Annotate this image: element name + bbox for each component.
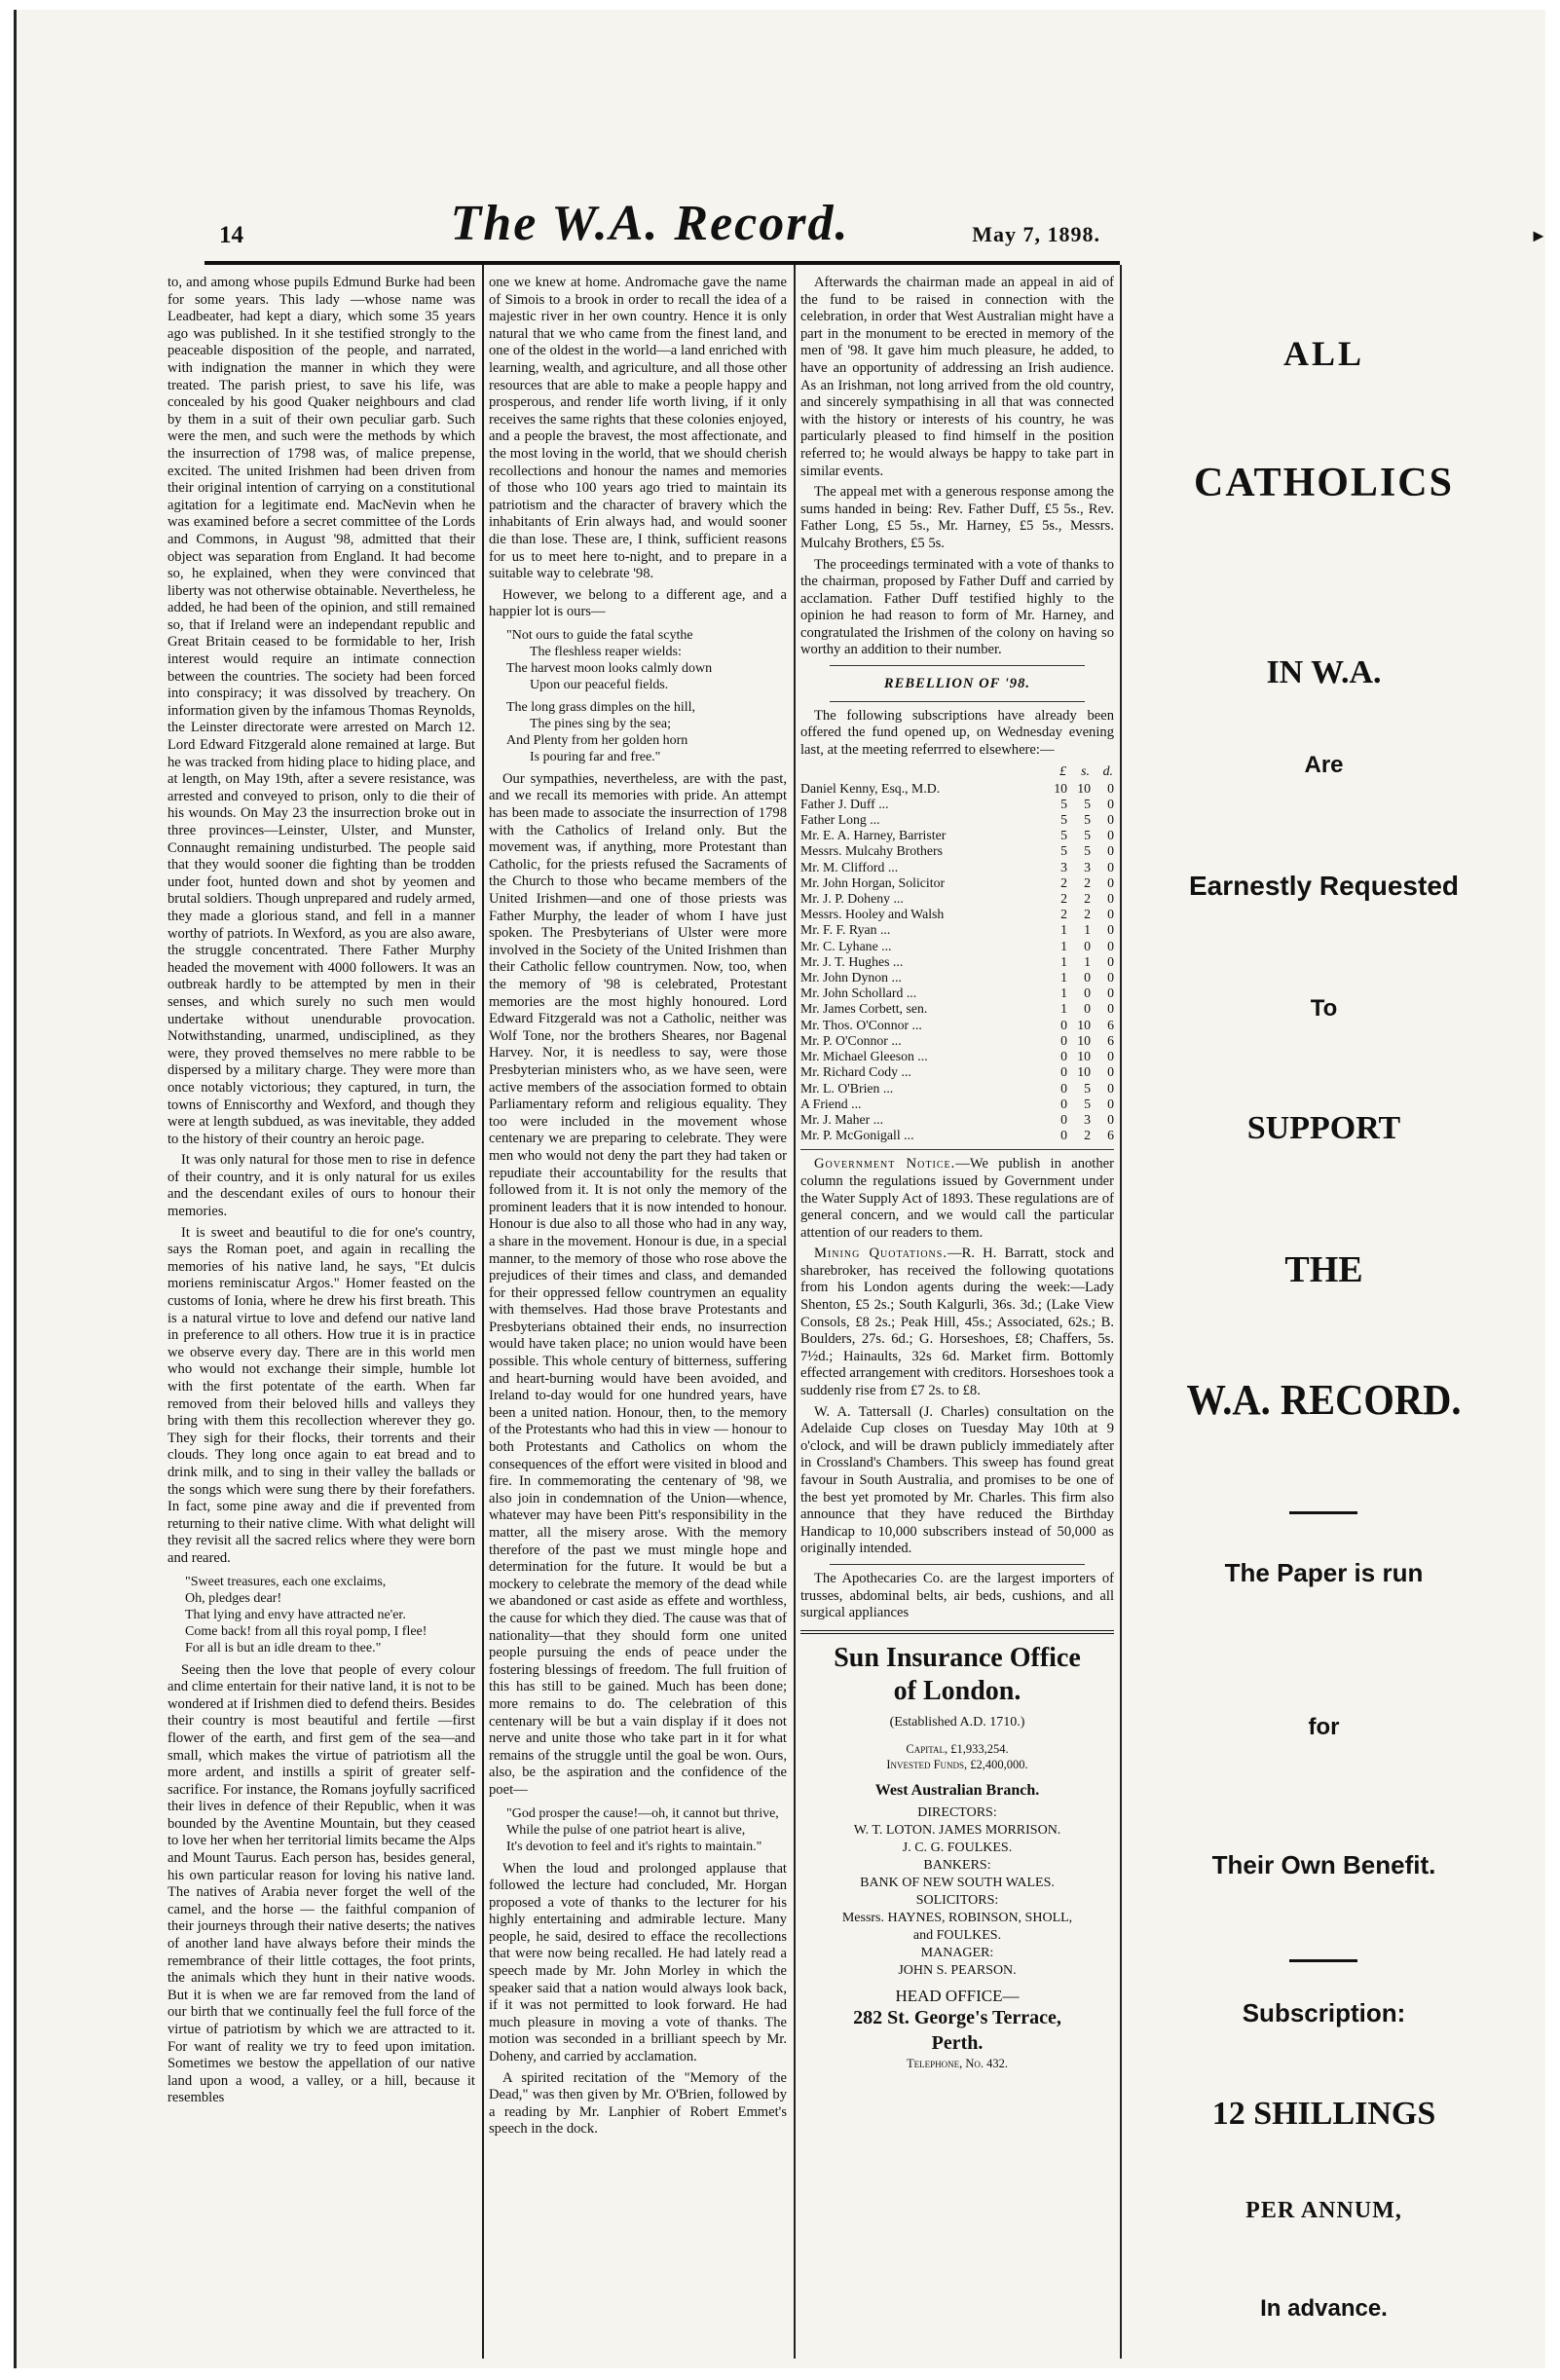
poem-quote (185, 1574, 475, 1656)
subscriber-name: Mr. L. O'Brien ... (800, 1080, 894, 1096)
insurance-title-line: Sun Insurance Office (834, 1642, 1081, 1673)
column-header: d. (1102, 763, 1113, 779)
pounds-cell: 1 (1060, 922, 1067, 938)
advert-rule (800, 1630, 1114, 1634)
rebellion-intro: The following subscriptions have already been offered the fund opened up, on Wednesday evening last, at the meeting referrred to elsewhere:— (800, 707, 1114, 758)
pounds-cell: 2 (1060, 907, 1067, 922)
shillings-cell: 2 (1084, 907, 1091, 922)
insurance-established: (Established A.D. 1710.) (889, 1714, 1025, 1729)
manager-name: JOHN S. PEARSON. (898, 1963, 1017, 1979)
table-row (800, 1081, 1114, 1097)
shillings-cell: 5 (1084, 1080, 1091, 1096)
subscriber-name: Mr. John Schollard ... (800, 985, 917, 1001)
poem-line: And Plenty from her golden horn (506, 732, 688, 748)
article-paragraph: It was only natural for those men to rise in defence of their country, and it is only natural for us exiles and the descendant exiles of ours to honour their memories. (167, 1152, 475, 1220)
masthead (180, 195, 1120, 263)
advert-line: In advance. (1260, 2295, 1388, 2322)
subscriber-name: Mr. P. McGonigall ... (800, 1128, 914, 1143)
pence-cell: 0 (1107, 985, 1114, 1001)
poem-quote (506, 1805, 787, 1855)
advert-rule (1289, 1511, 1357, 1514)
subscriber-name: Father J. Duff ... (800, 796, 889, 811)
article-paragraph: However, we belong to a different age, and a happier lot is ours— (489, 586, 787, 620)
bankers-label: BANKERS: (923, 1858, 991, 1874)
table-row (800, 891, 1114, 907)
table-row (800, 985, 1114, 1001)
pounds-cell: 10 (1054, 780, 1067, 796)
advert-line: Subscription: (1242, 1998, 1406, 2027)
advert-line: Earnestly Requested (1189, 871, 1459, 901)
pence-cell: 0 (1107, 1080, 1114, 1096)
poem-line: Come back! from all this royal pomp, I flee! (185, 1623, 427, 1639)
table-row (800, 907, 1114, 922)
column-divider (794, 265, 796, 2359)
shillings-cell: 3 (1084, 1111, 1091, 1127)
pounds-cell: 0 (1060, 1032, 1067, 1048)
telephone-number: Telephone, No. 432. (906, 2056, 1009, 2070)
pounds-cell: 5 (1060, 812, 1067, 828)
notice-text: —We publish in another column the regulations issued by Government under the Water Supply Act of 1893. These regulations are of general concern, and we would call the particular attention of our readers to them. (800, 1156, 1114, 1241)
directors-names: J. C. G. FOULKES. (902, 1841, 1013, 1856)
shillings-cell: 5 (1084, 812, 1091, 828)
advert-line: The Paper is run (1224, 1558, 1424, 1587)
pence-cell: 0 (1107, 953, 1114, 969)
table-row (800, 1018, 1114, 1033)
column-divider (482, 265, 484, 2359)
shillings-cell: 2 (1084, 874, 1091, 890)
pounds-cell: 0 (1060, 1080, 1067, 1096)
pounds-cell: 1 (1060, 938, 1067, 953)
pounds-cell: 1 (1060, 953, 1067, 969)
column-header: s. (1081, 763, 1090, 779)
shillings-cell: 2 (1084, 891, 1091, 907)
manager-label: MANAGER: (920, 1946, 994, 1961)
shillings-cell: 5 (1084, 828, 1091, 843)
article-paragraph: Seeing then the love that people of every colour and clime entertain for their native land, it is not to be wondered at if Irishmen died to defend theirs. Besides their country is most beautiful and fertile —first flower of the earth, and first gem of the sea—and small, which makes the virtue of patriotism all the more ardent, and instills a spirit of greater self-sacrifice. For instance, the Romans joyfully sacrificed their lives in defence of their Republic, when it was bounded by the Aventine Mountain, but they ceased to love her when her territorial limits became the Alps and Mount Taurus. Each person has, besides general, his own particular reason for loving his native land. The natives of Arabia never forget the well of the camel, and the horse — the faithful companion of their journeys through their native deserts; the natives of another land have always before their minds the remembrance of their little cottages, the foot prints, the animals which they hunt in their native woods. But it is when we are far removed from the land of our birth that we continually feel the full force of the virtue of patriotism by which we are attracted to it. For want of reality we try to feed upon imitation. Sometimes we bestow the appellation of our native land upon a wood, a valley, or a hill, because it resembles (167, 1661, 475, 2106)
pounds-cell: 5 (1060, 828, 1067, 843)
pence-cell: 0 (1107, 1064, 1114, 1080)
subscriber-name: A Friend ... (800, 1096, 862, 1111)
poem-line: The long grass dimples on the hill, (506, 699, 696, 715)
pence-cell: 0 (1107, 812, 1114, 828)
pence-cell: 0 (1107, 780, 1114, 796)
shillings-cell: 1 (1084, 953, 1091, 969)
subscriptions-table (800, 762, 1114, 1143)
pence-cell: 0 (1107, 796, 1114, 811)
table-row (800, 860, 1114, 875)
solicitors-names: Messrs. HAYNES, ROBINSON, SHOLL, (841, 1911, 1073, 1926)
subscriber-name: Mr. John Horgan, Solicitor (800, 874, 946, 890)
subscriber-name: Messrs. Hooley and Walsh (800, 907, 945, 922)
pence-cell: 0 (1107, 891, 1114, 907)
shillings-cell: 10 (1077, 1064, 1091, 1080)
advert-line: IN W.A. (1266, 654, 1382, 690)
table-row (800, 812, 1114, 828)
advert-line: To (1310, 995, 1338, 1022)
table-row (800, 797, 1114, 812)
table-row (800, 1049, 1114, 1064)
insurance-title-line: of London. (893, 1675, 1021, 1706)
subscriber-name: Mr. M. Clifford ... (800, 859, 899, 874)
poem-quote (506, 627, 787, 765)
notice-lead: Mining Quotations. (814, 1246, 947, 1262)
article-paragraph: It is sweet and beautiful to die for one's country, says the Roman poet, and again in recalling the memories of his native land, he says, "Et dulcis moriens reminiscatur Argos." Homer feasted on the customs of Ionia, where he drew his first breath. This is a natural virtue to love and defend our native land in preference to all others. How true it is in practice we observe every day. There are in this world men who would not exchange their simple, humble lot with the first potentate of the earth. When far removed from their beloved hills and valleys they bring with them this recollection wherever they go. They sigh for their flocks, their torrents and their clouds. They long once again to eat bread and to drink milk, and to sing in their valley the ballads or the songs which were sung there by their forefathers. In fact, some pine away and die if prevented from returning to their native clime. With what delight will they revisit all the sacred relics where they were born and reared. (167, 1224, 475, 1566)
poem-line: For all is but an idle dream to thee." (185, 1640, 382, 1655)
pounds-cell: 0 (1060, 1049, 1067, 1064)
article-paragraph: Afterwards the chairman made an appeal in aid of the fund to be raised in connection with the celebration, in order that West Australian might have a part in the monument to be erected in memory of the men of '98. It gave him much pleasure, he added, to have an opportunity of addressing an Irish audience. As an Irishman, not long arrived from the old country, and sincerely sympathising in all that was connected with the history or interests of his country, he was particularly pleased to find himself in the position referred to; he would always be happy to take part in similar events. (800, 275, 1114, 479)
pounds-cell: 0 (1060, 1017, 1067, 1032)
rebellion-heading: REBELLION OF '98. (883, 676, 1031, 692)
pence-cell: 0 (1107, 970, 1114, 985)
insurance-branch: West Australian Branch. (874, 1781, 1040, 1799)
section-rule (830, 1564, 1085, 1565)
pence-cell: 0 (1107, 828, 1114, 843)
solicitors-label: SOLICITORS: (915, 1893, 999, 1909)
subscriber-name: Mr. J. Maher ... (800, 1111, 884, 1127)
pounds-cell: 3 (1060, 859, 1067, 874)
issue-date: May 7, 1898. (972, 222, 1100, 246)
section-rule (830, 701, 1085, 702)
newspaper-title: The W.A. Record. (450, 196, 850, 251)
shillings-cell: 0 (1084, 1001, 1091, 1017)
table-header-row (800, 762, 1114, 780)
subscriber-name: Mr. Thos. O'Connor ... (800, 1017, 922, 1032)
insurance-title (800, 1642, 1114, 1708)
advert-line: CATHOLICS (1194, 461, 1454, 505)
column-header: £ (1059, 763, 1066, 779)
poem-line: The pines sing by the sea; (530, 716, 672, 731)
poem-line: It's devotion to feel and it's rights to maintain." (506, 1839, 762, 1854)
advert-line: PER ANNUM, (1245, 2198, 1402, 2223)
pence-cell: 0 (1107, 874, 1114, 890)
table-row (800, 781, 1114, 797)
poem-line: "Sweet treasures, each one exclaims, (185, 1574, 387, 1589)
table-row (800, 1064, 1114, 1080)
article-column-1 (167, 275, 475, 2354)
pence-cell: 6 (1107, 1128, 1114, 1143)
pence-cell: 0 (1107, 938, 1114, 953)
pounds-cell: 5 (1060, 796, 1067, 811)
subscriber-name: Mr. J. T. Hughes ... (800, 953, 904, 969)
shillings-cell: 10 (1077, 1049, 1091, 1064)
article-paragraph: W. A. Tattersall (J. Charles) consultation on the Adelaide Cup closes on Tuesday May 10th at 9 o'clock, and will be drawn publicly immediately after in Crossland's Chambers. This sweep has found great favour in South Australia, and promises to be one of the best yet promoted by Mr. Charles. This firm also announce that they have reduced the Birthday Handicap to 10,000 subscribers instead of 50,000 as originally intended. (800, 1403, 1114, 1557)
pounds-cell: 0 (1060, 1096, 1067, 1111)
advert-line: for (1308, 1714, 1340, 1740)
advert-line: ALL (1282, 334, 1365, 373)
subscriber-name: Daniel Kenny, Esq., M.D. (800, 780, 941, 796)
head-office-address: 282 St. George's Terrace, (853, 2006, 1061, 2028)
poem-line: The fleshless reaper wields: (530, 644, 682, 659)
bankers-name: BANK OF NEW SOUTH WALES. (860, 1876, 1055, 1891)
shillings-cell: 10 (1077, 1032, 1091, 1048)
shillings-cell: 0 (1084, 985, 1091, 1001)
pence-cell: 6 (1107, 1032, 1114, 1048)
head-office-city: Perth. (931, 2031, 984, 2054)
advert-line: THE (1284, 1249, 1363, 1290)
article-column-2 (489, 275, 787, 2354)
article-paragraph: one we knew at home. Andromache gave the name of Simois to a brook in order to recall the idea of a majestic river in her own country. Hence it is only natural that we who came from the finest land, and one of the oldest in the world—a land enriched with learning, wealth, and agriculture, and all those other resources that are able to make a people happy and prosperous, and render life worth living, if it only receives the same rights that these colonies enjoyed, and a people the bravest, the most affectionate, and the most loving in the world, that we should cherish recollections and honour the names and memories of those who 100 years ago tried to maintain its patriotism and the character of bravery which the inhabitants of Erin always had, and would sooner die than lose. These are, I think, sufficient reasons for us to meet here to-night, and to prepare in a suitable way to celebrate '98. (489, 275, 787, 582)
catholics-advert (1122, 265, 1526, 2359)
article-paragraph: A spirited recitation of the "Memory of the Dead," was then given by Mr. O'Brien, followed by a reading by Mr. Lanphier of Robert Emmet's speech in the dock. (489, 2069, 787, 2138)
directors-label: DIRECTORS: (917, 1805, 997, 1821)
pounds-cell: 0 (1060, 1064, 1067, 1080)
table-row (800, 970, 1114, 985)
shillings-cell: 10 (1077, 1017, 1091, 1032)
poem-line: That lying and envy have attracted ne'er. (185, 1607, 406, 1622)
subscriber-name: Mr. Richard Cody ... (800, 1064, 911, 1080)
article-paragraph: Our sympathies, nevertheless, are with the past, and we recall its memories with pride. An attempt has been made to associate the insurrection of 1798 with the Catholics of Ireland only. But the movement was, if anything, more Protestant than Catholic, for the priests refused the Sacraments of the Church to those who became members of the United Irishmen—and one of those priests was Father Murphy, the leader of whom I have just spoken. The Presbyterians of Ulster were more involved in the Society of the United Irishmen than their Catholic fellow countrymen. Now, too, when the memory of '98 is celebrated, Protestant memories are the most highly honoured. Lord Edward Fitzgerald was not a Catholic, neither was Wolf Tone, nor the brothers Sheares, nor Bagenal Harvey. Nor, it is needless to say, were those Presbyterian ministers who, as we have seen, were active members of the association formed to obtain Parliamentary reform and religious equality. They too were included in the movement whose centenary we are preparing to celebrate. They were men who would not deny the part they had taken or repudiate their accountability for the results that followed from it. It is not only the memory of the prominent leaders that it is now intended to honour. Honour is due also to all those who had in any way, a share in the movement. Honour is due, in a special manner, to the memory of those who rose above the prejudices of their times and class, and demanded for their oppressed fellow countrymen an equality with themselves. Had those brave Protestants and Presbyterians obtained their ends, no insurrection would have taken place; no union would have been possible. This whole century of bitterness, suffering and heart-burning would have been avoided, and Ireland to-day would for one hundred years, have been a united nation. Honour, then, to the memory of the Protestants who had this in view — honour to both Protestants and Catholics on whom the consequences of the effort were visited in blood and fire. In commemorating the centenary of '98, we also join in condemnation of the Union—whence, whatever may have been Pitt's responsibility in the matter, all the misery arose. With the memory therefore of the past we must mingle hope and determination for the future. It would be but a mockery to celebrate the memory of the dead while we abandoned or cast aside as effete and worthless, the cause for which they died. The cause was that of nationality—that they should form one united people pursuing the ends of peace under the fostering blessings of freedom. The full fruition of this has still to be gained. Much has been done; more remains to do. The celebration of this centenary will be but a vain display if it does not nerve and unite those who take part in it for what remains of the struggle until the goal be won. Ours, also, be the aspiration and the confidence of the poet— (489, 770, 787, 1798)
poem-line: "God prosper the cause!—oh, it cannot but thrive, (506, 1805, 779, 1821)
table-row (800, 1001, 1114, 1017)
poem-line: "Not ours to guide the fatal scythe (506, 627, 693, 643)
table-row (800, 939, 1114, 954)
table-row (800, 843, 1114, 859)
advert-line: SUPPORT (1246, 1110, 1401, 1146)
article-paragraph: The Apothecaries Co. are the largest importers of trusses, abdominal belts, air beds, cushions, and all surgical appliances (800, 1570, 1114, 1621)
pounds-cell: 1 (1060, 985, 1067, 1001)
shillings-cell: 2 (1084, 1128, 1091, 1143)
head-office-label: HEAD OFFICE— (895, 1987, 1020, 2006)
poem-line: Oh, pledges dear! (185, 1590, 282, 1606)
pence-cell: 0 (1107, 1111, 1114, 1127)
subscriber-name: Mr. Michael Gleeson ... (800, 1049, 928, 1064)
subscriber-name: Mr. John Dynon ... (800, 970, 902, 985)
subscriber-name: Mr. C. Lyhane ... (800, 938, 892, 953)
pence-cell: 0 (1107, 907, 1114, 922)
shillings-cell: 1 (1084, 922, 1091, 938)
notice-lead: Government Notice. (814, 1156, 956, 1172)
table-row (800, 922, 1114, 938)
pence-cell: 0 (1107, 922, 1114, 938)
subscriber-name: Mr. James Corbett, sen. (800, 1001, 928, 1017)
pounds-cell: 2 (1060, 891, 1067, 907)
insurance-capital: Capital, £1,933,254. (906, 1741, 1009, 1756)
pence-cell: 0 (1107, 1049, 1114, 1064)
table-row (800, 1097, 1114, 1112)
poem-line: While the pulse of one patriot heart is alive, (506, 1822, 746, 1838)
pounds-cell: 5 (1060, 843, 1067, 859)
masthead-rule (204, 261, 1120, 265)
shillings-cell: 5 (1084, 796, 1091, 811)
shillings-cell: 0 (1084, 938, 1091, 953)
poem-line: Upon our peaceful fields. (530, 677, 669, 692)
pence-cell: 0 (1107, 1096, 1114, 1111)
shillings-cell: 0 (1084, 970, 1091, 985)
pounds-cell: 0 (1060, 1128, 1067, 1143)
advert-line: W.A. RECORD. (1186, 1376, 1462, 1424)
subscriber-name: Mr. P. O'Connor ... (800, 1032, 902, 1048)
pounds-cell: 0 (1060, 1111, 1067, 1127)
shillings-cell: 5 (1084, 843, 1091, 859)
article-paragraph: The proceedings terminated with a vote of thanks to the chairman, proposed by Father Duff and carried by acclamation. Father Duff testified highly to the opinion he had reason to form of Mr. Harney, and congratulated the Irishmen of the colony on having so worthy an addition to their number. (800, 556, 1114, 658)
poem-line: The harvest moon looks calmly down (506, 660, 713, 676)
table-row (800, 954, 1114, 970)
shillings-cell: 5 (1084, 1096, 1091, 1111)
advert-line: Are (1304, 752, 1344, 778)
table-row (800, 875, 1114, 891)
table-row (800, 1112, 1114, 1128)
subscriptions-body (800, 781, 1114, 1144)
article-column-3 (800, 275, 1114, 2354)
pence-cell: 0 (1107, 1001, 1114, 1017)
advert-line: 12 SHILLINGS (1211, 2096, 1436, 2132)
subscriber-name: Mr. F. F. Ryan ... (800, 922, 891, 938)
pounds-cell: 1 (1060, 1001, 1067, 1017)
table-row (800, 1128, 1114, 1143)
article-paragraph: When the loud and prolonged applause that followed the lecture had concluded, Mr. Horgan proposed a vote of thanks to the lecturer for his highly entertaining and admirable lecture. Many people, he said, desired to efface the recollections that were now being recalled. He had lately read a speech made by Mr. John Morley in which the speaker said that a nation would always look back, if it was not permitted to look forward. He had much pleasure in moving a vote of thanks. The motion was seconded in a brilliant speech by Mr. Doheny, and carried by acclamation. (489, 1860, 787, 2065)
pence-cell: 6 (1107, 1017, 1114, 1032)
subscriber-name: Mr. J. P. Doheny ... (800, 891, 904, 907)
poem-line: Is pouring far and free." (530, 749, 661, 764)
table-row (800, 1033, 1114, 1049)
subscriber-name: Father Long ... (800, 812, 880, 828)
insurance-invested: Invested Funds, £2,400,000. (886, 1757, 1028, 1771)
section-rule (830, 665, 1085, 666)
insurance-advert (800, 1642, 1114, 2071)
shillings-cell: 10 (1077, 780, 1091, 796)
advert-line: Their Own Benefit. (1211, 1850, 1436, 1879)
pounds-cell: 2 (1060, 874, 1067, 890)
advert-rule (1289, 1959, 1357, 1962)
article-paragraph: to, and among whose pupils Edmund Burke had been for some years. This lady —whose name was Leadbeater, had kept a diary, which some 35 years ago was published. In it she testified strongly to the peaceable disposition of the people, and narrated, with indignation the manner in which they were treated. The parish priest, to save his life, was concealed by his good Quaker neighbours and clad by them in a suit of their own peculiar garb. Such were the men, and such were the methods by which the insurrection of 1798 was, of malice prepense, excited. The united Irishmen had been driven from their original intention of carrying on a constitutional agitation for a legitimate end. MacNevin when he was examined before a secret committee of the Lords and Commons, in August '98, admitted that their object was separation from England. It had become so, he explained, when they were convinced that liberty was not otherwise obtainable. Nevertheless, he added, he had been of the opinion, and still remained so, that if Ireland were an independant republic and Great Britain ceased to be formidable to her, Irish interest would require an intimate connection between the countries. The society had been forced into conspiracy; it was dissolved by treachery. On information given by the infamous Thomas Reynolds, the Leinster directorate were arrested on March 12. Lord Edward Fitzgerald alone remained at large. But he was tracked from hiding place to hiding place, and at length, on May 19th, after a severe resistance, was arrested and conveyed to prison, only to die their of his wounds. On May 23 the insurrection broke out in three provinces—Leinster, Ulster, and Munster, Connaught remaining undisturbed. The people said that they would sooner die fighting than be trodden under foot, hunted down and shot by yeomen and brutal soldiers. Though unprepared and rudely armed, they made a glorious stand, and fell in a manner worthy of patriots. In Wexford, as you are also aware, the struggle concentrated. There Father Murphy headed the movement with 4000 followers. It was an outbreak hardly to be attempted by men in their senses, and which surely no such men would undertake without unendurable provocation. Notwithstanding, unarmed, undisciplined, as they were, they proved themselves no mere rabble to be dispersed by a military charge. They were more than once notably victorious; they captured, in turn, the towns of Enniscorthy and Wexford, and though they were at length subdued, as was inevitable, they added to the history of their country an heroic page. (167, 275, 475, 1147)
subscriber-name: Messrs. Mulcahy Brothers (800, 843, 943, 859)
notice-text: —R. H. Barratt, stock and sharebroker, has received the following quotations from his London agents during the week:—Lady Shenton, £5 2s.; South Kalgurli, 36s. 3d.; (Lake View Consols, £8 2s.; Peak Hill, 45s.; Associated, 62s.; B. Boulders, 27s. 6d.; G. Horseshoes, £8; Chaffers, 5s. 7½d.; Hainaults, 32s 6d. Market firm. Bottomly effected arrangement with creditors. Horseshoes took a suddenly rise from £7 2s. to £8. (800, 1246, 1114, 1399)
shillings-cell: 3 (1084, 859, 1091, 874)
pounds-cell: 1 (1060, 970, 1067, 985)
table-row (800, 828, 1114, 843)
section-rule (800, 1149, 1114, 1150)
solicitors-names: and FOULKES. (912, 1928, 1002, 1944)
pence-cell: 0 (1107, 843, 1114, 859)
page-number: 14 (219, 222, 243, 248)
article-paragraph: The appeal met with a generous response among the sums handed in being: Rev. Father Duff, £5 5s., Rev. Father Long, £5 5s., Mr. Harney, £5 5s., Messrs. Mulcahy Brothers, £5 5s. (800, 484, 1114, 551)
pence-cell: 0 (1107, 859, 1114, 874)
directors-names: W. T. LOTON. JAMES MORRISON. (853, 1823, 1061, 1839)
subscriber-name: Mr. E. A. Harney, Barrister (800, 828, 947, 843)
margin-arrow-icon: ► (1530, 226, 1547, 245)
